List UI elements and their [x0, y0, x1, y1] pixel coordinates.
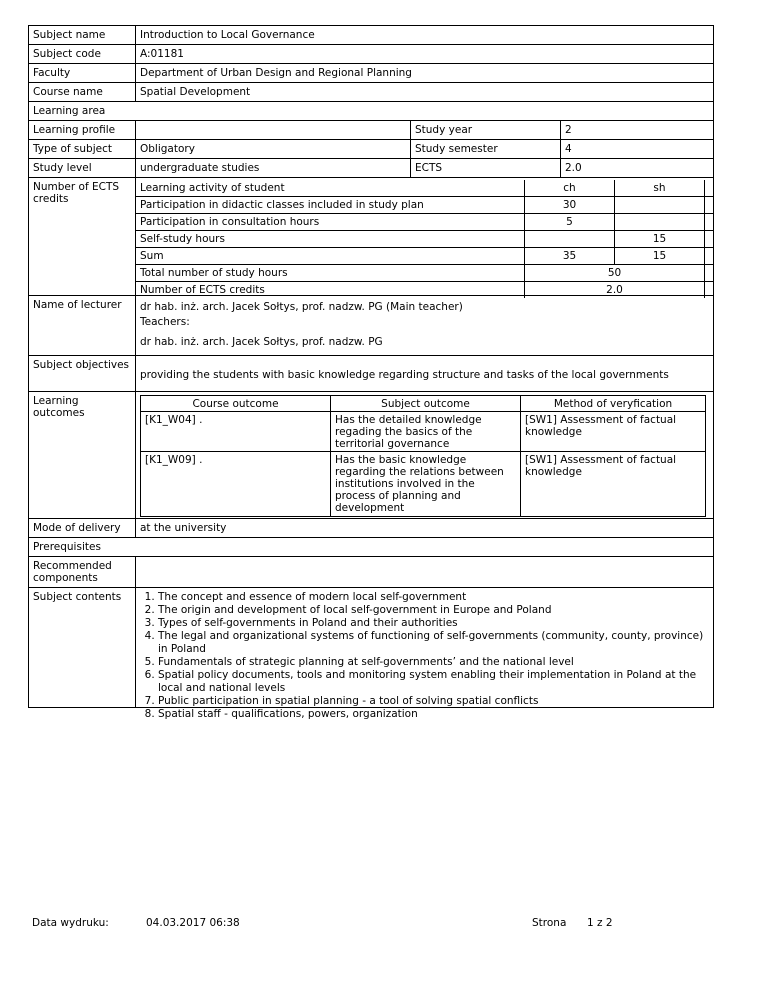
list-item: 8. Spatial staff - qualifications, powers, organization: [158, 708, 709, 721]
credits-label: Number of ECTS credits: [136, 282, 525, 298]
method: [SW1] Assessment of factual knowledge: [525, 454, 677, 478]
label: Mode of delivery: [29, 519, 136, 537]
total-value: 50: [525, 265, 705, 281]
activity: Participation in didactic classes included in study plan: [136, 197, 525, 213]
credits-value: 2.0: [525, 282, 705, 298]
label: Subject name: [29, 26, 136, 44]
teachers-label: Teachers:: [140, 316, 190, 328]
table-row: [141, 412, 705, 452]
key: Study semester: [411, 140, 561, 158]
value: Spatial Development: [140, 86, 251, 98]
label: Type of subject: [29, 140, 136, 158]
row-delivery: [29, 519, 713, 538]
label: Learning area: [33, 105, 106, 117]
key-value: 4: [565, 143, 572, 155]
course-outcome: [K1_W04] .: [141, 412, 331, 451]
value: Introduction to Local Governance: [140, 29, 315, 41]
row-objectives: [29, 356, 713, 392]
row-prerequisites: [29, 538, 713, 557]
list-item: 2. The origin and development of local self-government in Europe and Poland: [158, 604, 709, 617]
list-item: 7. Public participation in spatial planning - a tool of solving spatial conflicts: [158, 695, 709, 708]
main-teacher: dr hab. inż. arch. Jacek Sołtys, prof. nadzw. PG (Main teacher): [140, 301, 463, 313]
table-row: [141, 452, 705, 516]
ects-grid: [136, 178, 713, 295]
subject-outcome: Has the basic knowledge regarding the relations between institutions involved in the process of planning and development: [331, 452, 521, 516]
label: Faculty: [29, 64, 136, 82]
activity: Sum: [136, 248, 525, 264]
value: [329, 102, 713, 120]
outcomes-header: [141, 396, 705, 412]
label: Subject contents: [29, 588, 136, 707]
label: Learning outcomes: [29, 392, 136, 518]
sh: [615, 197, 705, 213]
value: at the university: [140, 522, 227, 534]
label: Name of lecturer: [29, 296, 136, 355]
lecturer-block: [136, 296, 713, 355]
list-item: 1. The concept and essence of modern local self-government: [158, 591, 709, 604]
label: Number of ECTS credits: [29, 178, 136, 295]
total-label: Total number of study hours: [136, 265, 525, 281]
ects-row: [136, 197, 713, 214]
contents-list-wrap: [136, 588, 713, 720]
header-sh: sh: [615, 180, 705, 196]
value: [136, 121, 411, 139]
subject-outcome: Has the detailed knowledge regading the basics of the territorial governance: [331, 412, 521, 451]
row-lecturer: [29, 296, 713, 356]
row-type-of-subject: [29, 140, 713, 159]
list-item: 3. Types of self-governments in Poland and their authorities: [158, 617, 709, 630]
header-subject-outcome: Subject outcome: [331, 396, 521, 411]
print-date: 04.03.2017 06:38: [146, 917, 240, 929]
label: Subject objectives: [29, 356, 136, 391]
contents-list: [140, 591, 709, 721]
print-label: Data wydruku:: [32, 917, 109, 929]
label: Prerequisites: [33, 541, 101, 553]
value: Department of Urban Design and Regional Planning: [140, 67, 412, 79]
header-method: Method of veryfication: [553, 398, 673, 410]
list-item: 6. Spatial policy documents, tools and monitoring system enabling their implementation in Poland at the local and national levels: [158, 669, 709, 695]
sh: 15: [615, 231, 705, 247]
header-ch: ch: [525, 180, 615, 196]
ects-row: [136, 214, 713, 231]
row-learning-profile: [29, 121, 713, 140]
row-course-name: [29, 83, 713, 102]
key-value: 2.0: [565, 162, 582, 174]
label: Study level: [29, 159, 136, 177]
list-item: 5. Fundamentals of strategic planning at self-governments’ and the national level: [158, 656, 709, 669]
value: Obligatory: [136, 140, 411, 158]
row-faculty: [29, 64, 713, 83]
method: [SW1] Assessment of factual knowledge: [525, 414, 677, 438]
outcomes-table: [140, 395, 706, 517]
ects-total-row: [136, 265, 713, 282]
course-outcome: [K1_W09] .: [141, 452, 331, 516]
label: Learning profile: [29, 121, 136, 139]
row-subject-name: [29, 26, 713, 45]
page-label: Strona: [532, 917, 567, 929]
row-learning-area: [29, 102, 713, 121]
row-outcomes: [29, 392, 713, 519]
value: A:01181: [140, 48, 184, 60]
ch: 5: [525, 214, 615, 230]
row-contents: [29, 588, 713, 720]
ects-row: [136, 231, 713, 248]
list-item: 4. The legal and organizational systems of functioning of self-governments (community, county, province) in Poland: [158, 630, 709, 656]
ch: 30: [525, 197, 615, 213]
key: Study year: [411, 121, 561, 139]
value: [329, 538, 713, 556]
row-subject-code: [29, 45, 713, 64]
label: Recommended components: [29, 557, 136, 587]
sh: 15: [615, 248, 705, 264]
value: undergraduate studies: [136, 159, 411, 177]
key-value: 2: [565, 124, 572, 136]
ch: 35: [525, 248, 615, 264]
value: providing the students with basic knowledge regarding structure and tasks of the local governments: [140, 369, 669, 381]
label: Subject code: [29, 45, 136, 63]
ects-row: [136, 248, 713, 265]
key: ECTS: [411, 159, 561, 177]
row-study-level: [29, 159, 713, 178]
activity: Participation in consultation hours: [136, 214, 525, 230]
row-ects: [29, 178, 713, 296]
header-course-outcome: Course outcome: [141, 396, 331, 411]
sh: [615, 214, 705, 230]
syllabus-table: [28, 25, 714, 720]
value: [136, 557, 713, 587]
activity: Self-study hours: [136, 231, 525, 247]
row-recommended: [29, 557, 713, 588]
page-number: 1 z 2: [587, 917, 613, 929]
ch: [525, 231, 615, 247]
outcomes-wrap: [136, 392, 713, 518]
header-activity: Learning activity of student: [136, 180, 525, 196]
teacher: dr hab. inż. arch. Jacek Sołtys, prof. nadzw. PG: [140, 336, 383, 348]
label: Course name: [29, 83, 136, 101]
